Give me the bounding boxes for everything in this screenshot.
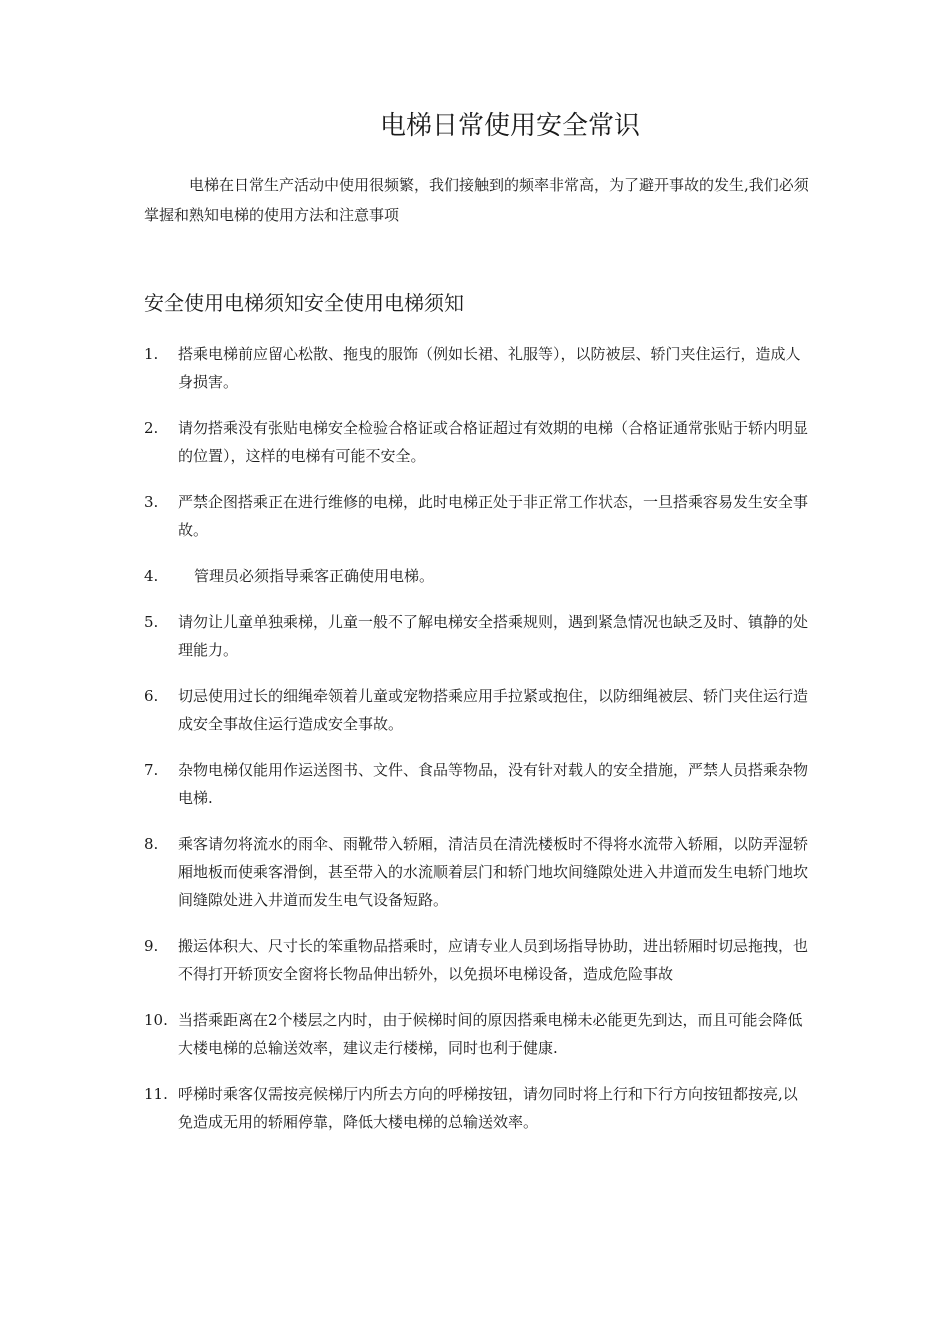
item-number: 7. <box>144 761 159 779</box>
list-item <box>144 562 810 590</box>
item-number: 9. <box>144 937 159 955</box>
item-number: 1. <box>144 345 159 363</box>
item-text: 管理员必须指导乘客正确使用电梯。 <box>194 567 435 585</box>
document-title: 电梯日常使用安全常识 <box>379 111 640 141</box>
list-item <box>144 488 810 544</box>
item-number: 10. <box>144 1011 168 1029</box>
list-item <box>144 682 810 738</box>
intro-paragraph: 电梯在日常生产活动中使用很频繁，我们接触到的频率非常高，为了避开事故的发生,我们必须掌握和熟知电梯的使用方法和注意事项 <box>144 176 809 224</box>
item-text: 乘客请勿将流水的雨伞、雨靴带入轿厢，清洁员在清洗楼板时不得将水流带入轿厢，以防弄湿轿厢地板而使乘客滑倒，甚至带入的水流顺着层门和轿门地坎间缝隙处进入井道而发生电轿门地坎间缝隙处进入井道而发生电气设备短路。 <box>178 835 809 909</box>
list-item <box>144 1006 810 1062</box>
list-item <box>144 608 810 664</box>
item-text: 切忌使用过长的细绳牵领着儿童或宠物搭乘应用手拉紧或抱住，以防细绳被层、轿门夹住运行造成安全事故住运行造成安全事故。 <box>178 687 809 733</box>
item-number: 8. <box>144 835 159 853</box>
list-item <box>144 932 810 988</box>
list-item <box>144 414 810 470</box>
item-number: 4. <box>144 567 159 585</box>
item-number: 11. <box>144 1085 168 1103</box>
item-number: 2. <box>144 419 159 437</box>
item-text: 搬运体积大、尺寸长的笨重物品搭乘时，应请专业人员到场指导协助，进出轿厢时切忌拖拽，也不得打开轿顶安全窗将长物品伸出轿外，以免损坏电梯设备，造成危险事故 <box>178 937 809 983</box>
list-item <box>144 756 810 812</box>
item-number: 3. <box>144 493 159 511</box>
item-number: 6. <box>144 687 159 705</box>
item-text: 呼梯时乘客仅需按亮候梯厅内所去方向的呼梯按钮，请勿同时将上行和下行方向按钮都按亮,以免造成无用的轿厢停靠，降低大楼电梯的总输送效率。 <box>178 1085 798 1131</box>
item-text: 严禁企图搭乘正在进行维修的电梯，此时电梯正处于非正常工作状态，一旦搭乘容易发生安全事故。 <box>178 493 809 539</box>
list-item <box>144 340 810 396</box>
list-item <box>144 830 810 914</box>
item-text: 当搭乘距离在2个楼层之内时，由于候梯时间的原因搭乘电梯未必能更先到达，而且可能会降低大楼电梯的总输送效率，建议走行楼梯，同时也利于健康. <box>178 1011 803 1057</box>
item-number: 5. <box>144 613 159 631</box>
item-text: 请勿让儿童单独乘梯，儿童一般不了解电梯安全搭乘规则，遇到紧急情况也缺乏及时、镇静的处理能力。 <box>178 613 809 659</box>
item-text: 杂物电梯仅能用作运送图书、文件、食品等物品，没有针对载人的安全措施，严禁人员搭乘杂物电梯. <box>178 761 809 807</box>
list-item <box>144 1080 810 1136</box>
safety-rules-list <box>144 340 810 1154</box>
item-text: 搭乘电梯前应留心松散、拖曳的服饰（例如长裙、礼服等），以防被层、轿门夹住运行，造成人身损害。 <box>178 345 801 391</box>
section-heading: 安全使用电梯须知安全使用电梯须知 <box>144 291 464 315</box>
item-text: 请勿搭乘没有张贴电梯安全检验合格证或合格证超过有效期的电梯（合格证通常张贴于轿内明显的位置），这样的电梯有可能不安全。 <box>178 419 809 465</box>
